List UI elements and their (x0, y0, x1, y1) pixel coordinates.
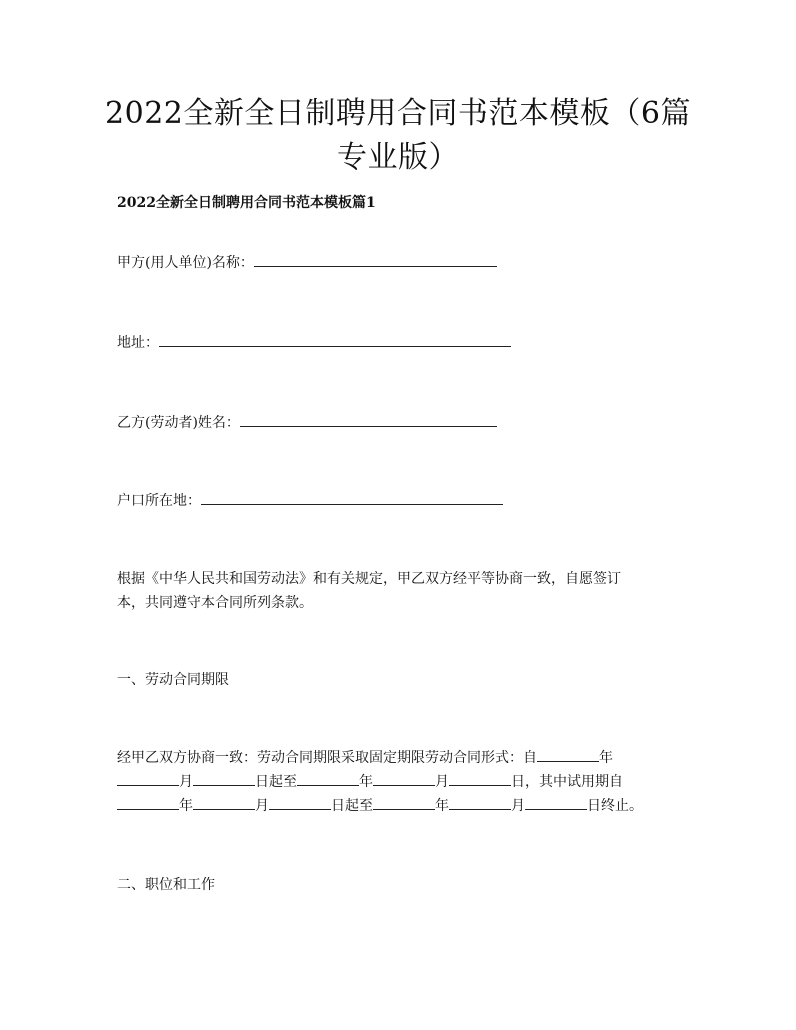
section-1-heading: 一、劳动合同期限 (117, 672, 229, 688)
term-line-2 (117, 770, 623, 794)
probation-label: 日，其中试用期自 (511, 774, 623, 790)
document-title-line-2: 专业版） (337, 140, 459, 175)
probation-end-day-blank[interactable] (525, 795, 587, 810)
document-title-line-1: 2022全新全日制聘用合同书范本模板（6篇 (105, 96, 691, 131)
probation-start-month-blank[interactable] (193, 795, 255, 810)
month-label: 月 (435, 774, 449, 790)
residence-label: 户口所在地： (117, 493, 201, 509)
employer-field (117, 252, 497, 274)
residence-blank[interactable] (201, 490, 503, 505)
year-label: 年 (359, 774, 373, 790)
term-text: 经甲乙双方协商一致：劳动合同期限采取固定期限劳动合同形式：自 (117, 750, 537, 766)
probation-end-month-blank[interactable] (449, 795, 511, 810)
employee-field (117, 412, 497, 434)
section-title: 2022全新全日制聘用合同书范本模板篇1 (117, 195, 376, 211)
address-blank[interactable] (159, 332, 511, 347)
probation-start-day-blank[interactable] (269, 795, 331, 810)
start-year-blank[interactable] (537, 747, 599, 762)
year-label: 年 (599, 750, 613, 766)
day-start-label: 日起至 (255, 774, 297, 790)
intro-line-1: 根据《中华人民共和国劳动法》和有关规定，甲乙双方经平等协商一致，自愿签订 (117, 571, 621, 587)
employer-blank[interactable] (254, 252, 497, 267)
day-start-label: 日起至 (331, 798, 373, 814)
address-label: 地址： (117, 335, 159, 351)
term-line-3 (117, 794, 643, 818)
month-label: 月 (255, 798, 269, 814)
employer-label: 甲方(用人单位)名称： (117, 255, 254, 271)
section-2-heading: 二、职位和工作 (117, 877, 215, 893)
probation-end-year-blank[interactable] (373, 795, 435, 810)
start-day-blank[interactable] (193, 771, 255, 786)
day-end-label: 日终止。 (587, 798, 643, 814)
year-label: 年 (435, 798, 449, 814)
employee-label: 乙方(劳动者)姓名： (117, 415, 240, 431)
intro-line-2: 本，共同遵守本合同所列条款。 (117, 595, 313, 611)
start-month-blank[interactable] (117, 771, 179, 786)
end-year-blank[interactable] (297, 771, 359, 786)
address-field (117, 332, 511, 354)
probation-start-year-blank[interactable] (117, 795, 179, 810)
residence-field (117, 490, 503, 512)
end-day-blank[interactable] (449, 771, 511, 786)
term-line-1 (117, 746, 613, 770)
employee-blank[interactable] (240, 412, 497, 427)
month-label: 月 (179, 774, 193, 790)
end-month-blank[interactable] (373, 771, 435, 786)
year-label: 年 (179, 798, 193, 814)
month-label: 月 (511, 798, 525, 814)
